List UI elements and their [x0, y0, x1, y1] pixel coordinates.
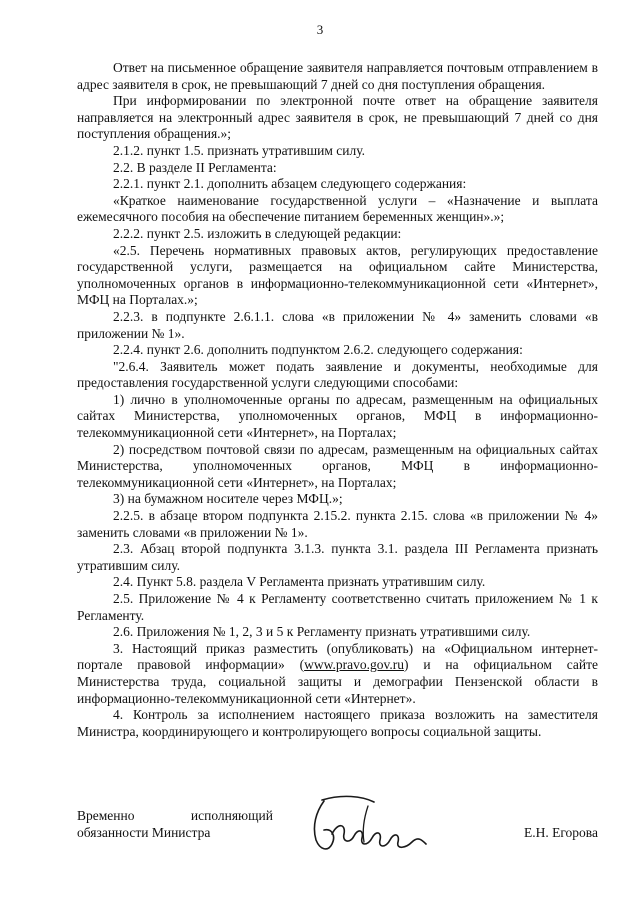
document-body	[77, 60, 598, 740]
paragraph: 2.6. Приложения № 1, 2, 3 и 5 к Регламенту признать утратившими силу.	[113, 624, 531, 640]
handwritten-signature	[302, 792, 432, 856]
paragraph: При информировании по электронной почте ответ на обращение заявителя направляется на электронный адрес заявителя в срок, не превышающий 7 дней со дня поступления обращения.»;	[77, 93, 598, 142]
paragraph: «2.5. Перечень нормативных правовых актов, регулирующих предоставление государственной услуги, размещается на официальном сайте Министерства, уполномоченных органов в информационно-телекоммуникационной сети «Интернет», МФЦ на Порталах.»;	[77, 242, 598, 308]
page-number: 3	[316, 22, 324, 37]
paragraph: 1) лично в уполномоченные органы по адресам, размещенным на официальных сайтах Министерства, уполномоченных органов, МФЦ в информационно-телекоммуникационной сети «Интернет», на Порталах;	[77, 391, 598, 441]
paragraph: 2.2. В разделе II Регламента:	[113, 159, 277, 175]
paragraph: "2.6.4. Заявитель может подать заявление и документы, необходимые для предоставления государственной услуги следующими способами:	[77, 358, 598, 391]
paragraph-publication	[77, 641, 598, 707]
publication-text-after: ) и на официальном сайте Министерства труда, социальной защиты и демографии Пензенской области в информационно-телекоммуникационной сети «Интернет».	[77, 657, 598, 706]
paragraph: 2.2.3. в подпункте 2.6.1.1. слова «в приложении № 4» заменить словами «в приложении № 1».	[77, 308, 598, 341]
paragraph: 2) посредством почтовой связи по адресам, размещенным на официальных сайтах Министерства, уполномоченных органов, МФЦ в информационно-телекоммуникационной сети «Интернет», на Порталах;	[77, 441, 598, 490]
paragraph: 2.4. Пункт 5.8. раздела V Регламента признать утратившим силу.	[113, 574, 486, 590]
paragraph: 3) на бумажном носителе через МФЦ.»;	[113, 491, 343, 507]
signatory-title	[77, 808, 273, 841]
signatory-title-word: исполняющий	[190, 808, 273, 823]
signatory-title-line: обязанности Министра	[77, 824, 211, 840]
paragraph: 2.2.4. пункт 2.6. дополнить подпунктом 2.6.2. следующего содержания:	[113, 342, 523, 358]
paragraph-control: 4. Контроль за исполнением настоящего приказа возложить на заместителя Министра, координирующего и контролирующего вопросы социальной защиты.	[77, 707, 598, 739]
paragraph: «Краткое наименование государственной услуги – «Назначение и выплата ежемесячного пособия на обеспечение питанием беременных женщин».»;	[77, 192, 598, 225]
paragraph: 2.1.2. пункт 1.5. признать утратившим силу.	[113, 142, 366, 158]
paragraph: 2.3. Абзац второй подпункта 3.1.3. пункта 3.1. раздела III Регламента признать утратившим силу.	[77, 541, 598, 573]
signature-block	[77, 808, 598, 868]
paragraph: 2.2.5. в абзаце втором подпункта 2.15.2. пункта 2.15. слова «в приложении № 4» заменить словами «в приложении № 1».	[77, 508, 598, 540]
paragraph: Ответ на письменное обращение заявителя направляется почтовым отправлением в адрес заявителя в срок, не превышающий 7 дней со дня поступления обращения.	[77, 60, 598, 92]
pravo-link[interactable]: www.pravo.gov.ru	[304, 657, 404, 673]
signatory-title-word: Временно	[77, 808, 135, 823]
paragraph: 2.5. Приложение № 4 к Регламенту соответственно считать приложением № 1 к Регламенту.	[77, 591, 598, 623]
signatory-name: Е.Н. Егорова	[523, 825, 598, 840]
publication-text-before: 3. Настоящий приказ разместить (опубликовать) на «Официальном интернет-портале правовой информации» (	[77, 640, 598, 673]
paragraph: 2.2.1. пункт 2.1. дополнить абзацем следующего содержания:	[113, 176, 467, 192]
paragraph: 2.2.2. пункт 2.5. изложить в следующей редакции:	[113, 225, 402, 241]
